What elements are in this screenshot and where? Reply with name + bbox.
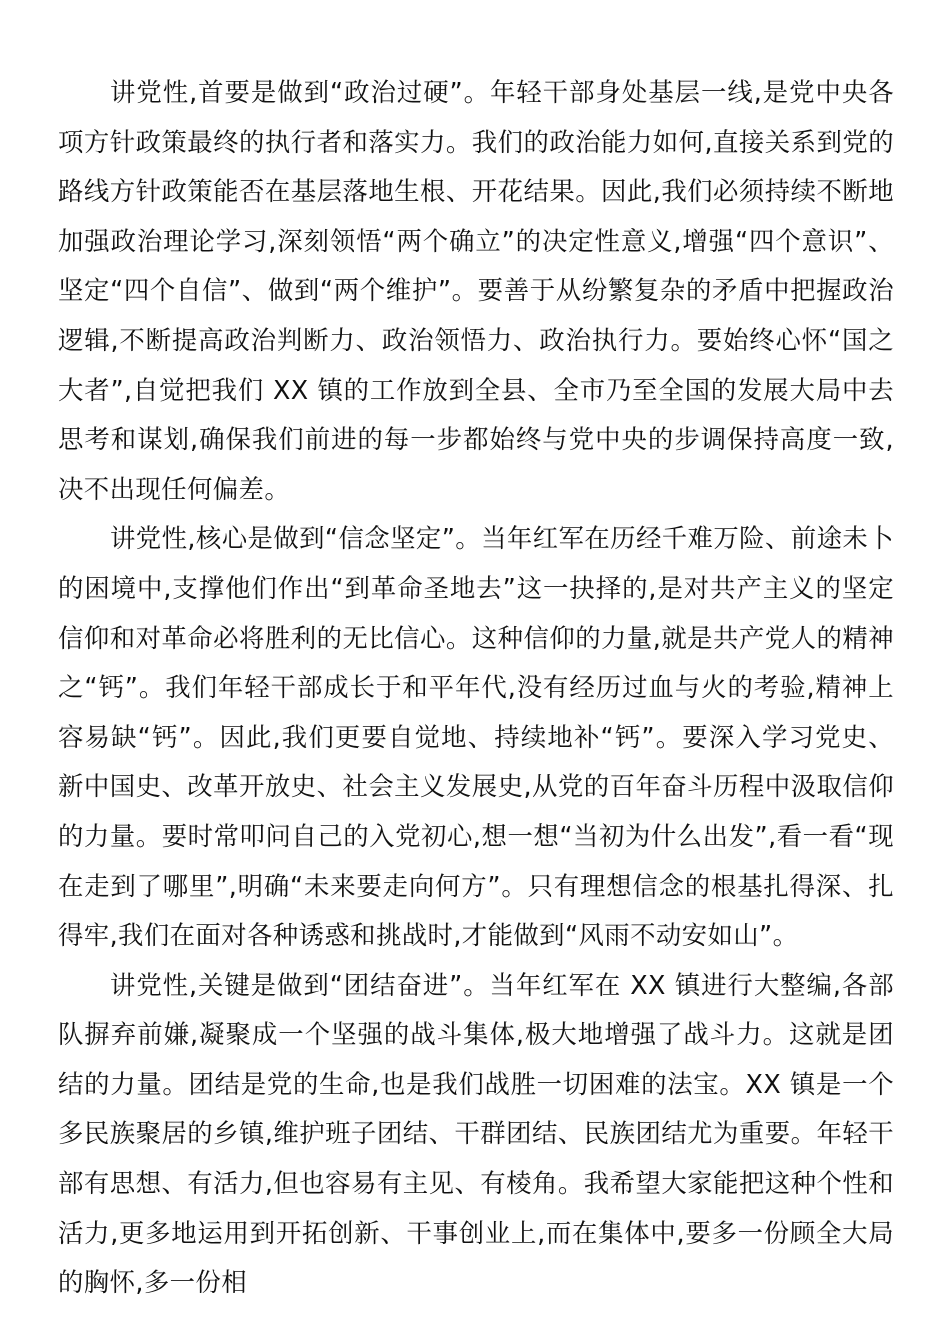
paragraph-unity: 讲党性,关键是做到“团结奋进”。当年红军在 XX 镇进行大整编,各部队摒弃前嫌,凝聚成一个坚强的战斗集体,极大地增强了战斗力。这就是团结的力量。团结是党的生命,也是我们战胜一切困难的法宝。XX 镇是一个多民族聚居的乡镇,维护班子团结、干群团结、民族团结尤为重要。年轻干部有思想、有活力,但也容易有主见、有棱角。我希望大家能把这种个性和活力,更多地运用到开拓创新、干事创业上,而在集体中,要多一份顾全大局的胸怀,多一份相 (58, 969, 894, 1298)
paragraph-political-integrity: 讲党性,首要是做到“政治过硬”。年轻干部身处基层一线,是党中央各项方针政策最终的执行者和落实力。我们的政治能力如何,直接关系到党的路线方针政策能否在基层落地生根、开花结果。因此,我们必须持续不断地加强政治理论学习,深刻领悟“两个确立”的决定性意义,增强“四个意识”、坚定“四个自信”、做到“两个维护”。要善于从纷繁复杂的矛盾中把握政治逻辑,不断提高政治判断力、政治领悟力、政治执行力。要始终心怀“国之大者”,自觉把我们 XX 镇的工作放到全县、全市乃至全国的发展大局中去思考和谋划,确保我们前进的每一步都始终与党中央的步调保持高度一致,决不出现任何偏差。 (58, 77, 894, 504)
document-page (58, 68, 894, 1308)
paragraph-firm-belief: 讲党性,核心是做到“信念坚定”。当年红军在历经千难万险、前途未卜的困境中,支撑他们作出“到革命圣地去”这一抉择的,是对共产主义的坚定信仰和对革命必将胜利的无比信心。这种信仰的力量,就是共产党人的精神之“钙”。我们年轻干部成长于和平年代,没有经历过血与火的考验,精神上容易缺“钙”。因此,我们更要自觉地、持续地补“钙”。要深入学习党史、新中国史、改革开放史、社会主义发展史,从党的百年奋斗历程中汲取信仰的力量。要时常叩问自己的入党初心,想一想“当初为什么出发”,看一看“现在走到了哪里”,明确“未来要走向何方”。只有理想信念的根基扎得深、扎得牢,我们在面对各种诱惑和挑战时,才能做到“风雨不动安如山”。 (58, 523, 894, 951)
